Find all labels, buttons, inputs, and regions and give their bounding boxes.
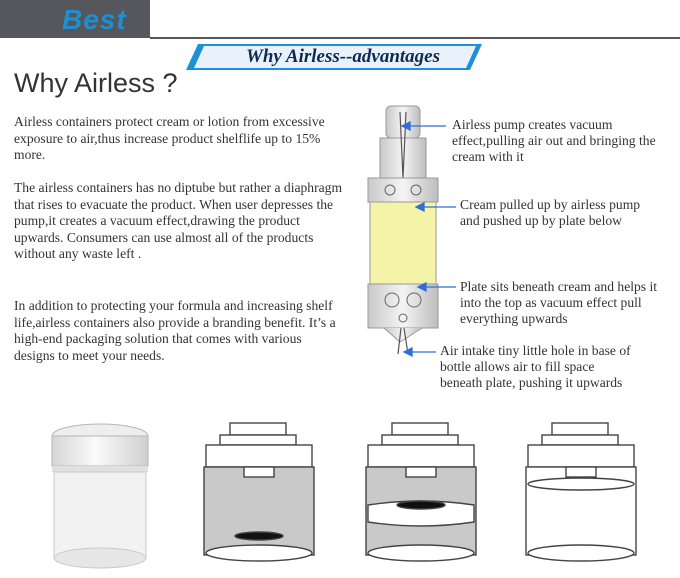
label-airless-pump: Airless pump creates vacuum effect,pulling air out and bringing the cream with it <box>452 117 656 164</box>
page-title: Why Airless ? <box>14 68 178 98</box>
label-plate: Plate sits beneath cream and helps it into the top as vacuum effect pull everything upwards <box>460 279 658 326</box>
paragraph-branding: In addition to protecting your formula and increasing shelf life,airless containers also provide a branding benefit. It’s a high-end packaging solution that comes with various designs to meet your needs. <box>14 298 336 363</box>
paragraph-protection: Airless containers protect cream or lotion from excessive exposure to air,thus increase product shelflife up to 15% more. <box>14 114 325 163</box>
label-air-intake: Air intake tiny little hole in base of bottle allows air to fill space beneath plate, pushing it upwards <box>440 343 631 390</box>
label-cream-pulled: Cream pulled up by airless pump and pushed up by plate below <box>460 197 641 228</box>
brand-logo: Best <box>62 4 127 35</box>
paragraph-diaphragm: The airless containers has no diptube but rather a diaphragm that rises to evacuate the product. When user depresses the pump,it creates a vacuum effect,drawing the product upwards. Consumers can use almost all of the products without any waste left . <box>14 180 343 262</box>
banner-title: Why Airless--advantages <box>245 46 441 67</box>
